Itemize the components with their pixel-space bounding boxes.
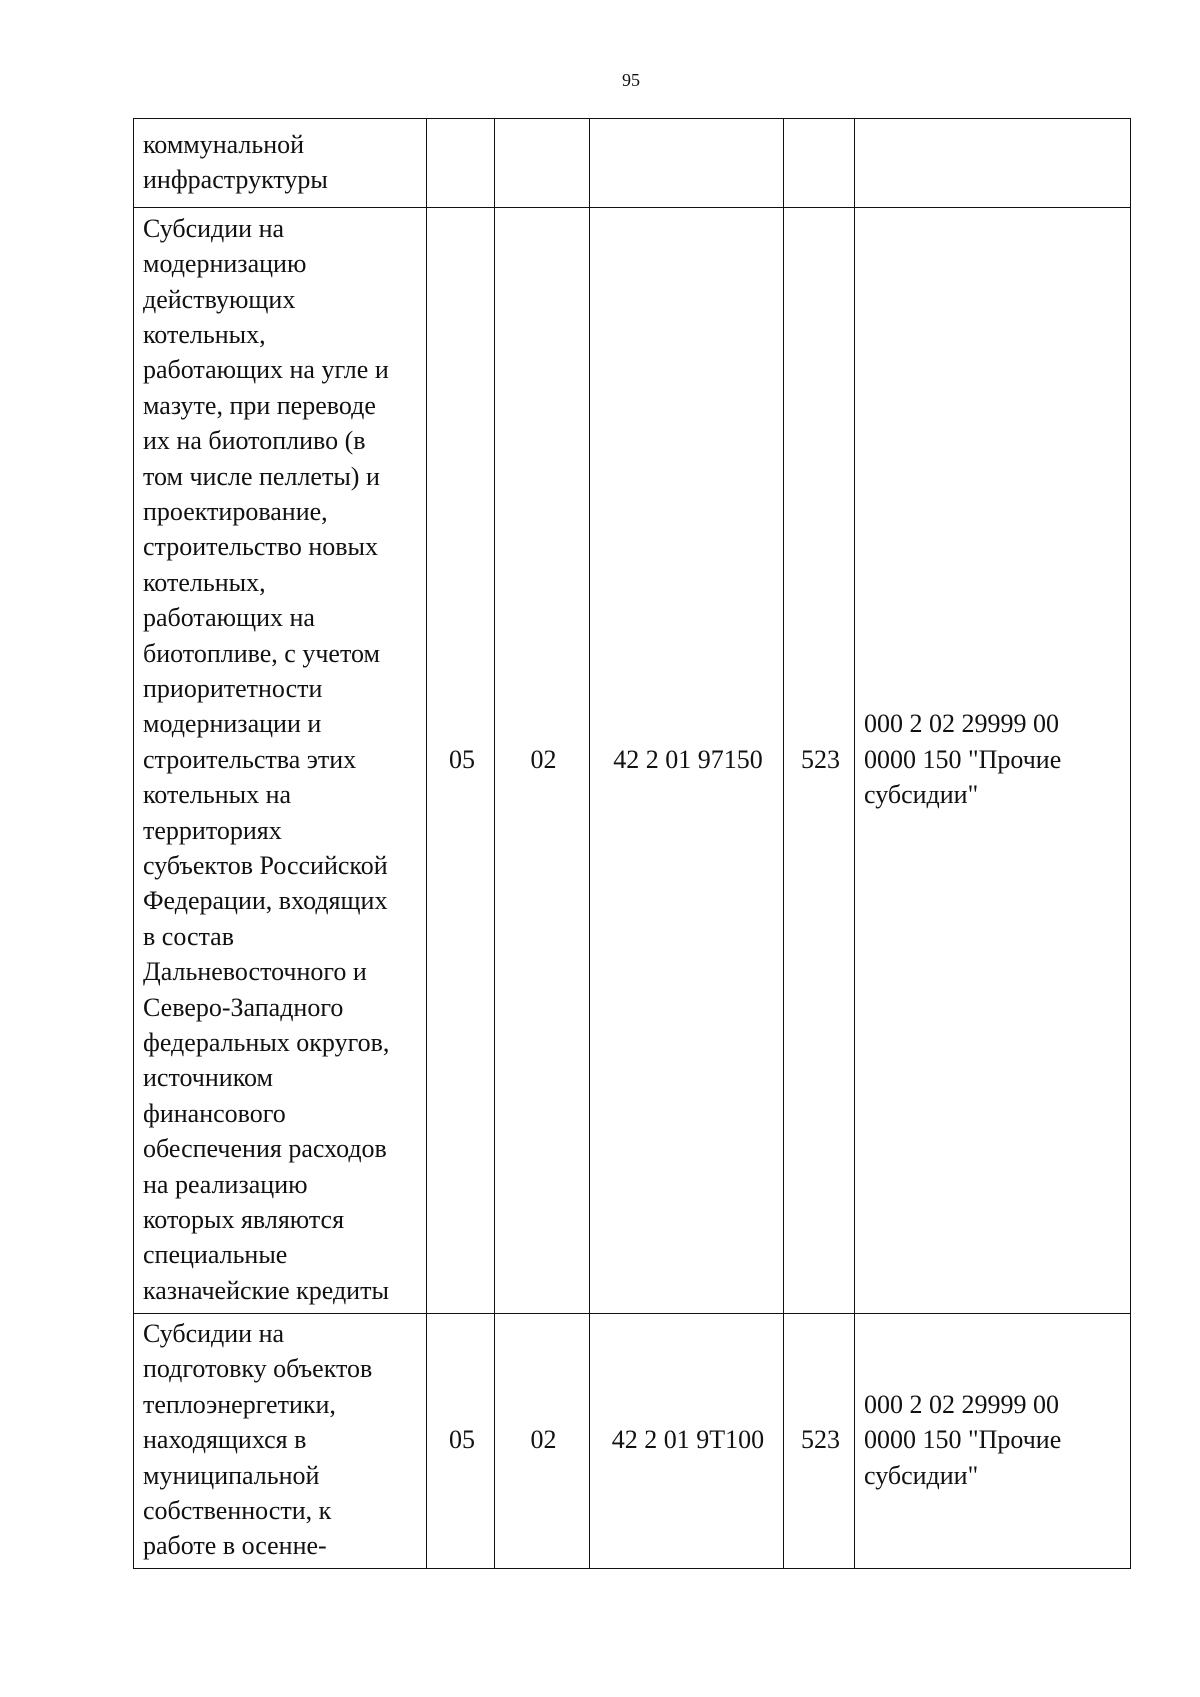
expense-type-cell — [784, 119, 855, 208]
table-row — [134, 208, 1131, 1314]
section-cell: 05 — [427, 208, 495, 1314]
expense-name-cell: Субсидии на модернизацию действующих котельных, работающих на угле и мазуте, при переводе их на биотопливо (в том числе пеллеты) и проектирование, строительство новых котельных, работающих на биотопливе, с учетом приоритетности модернизации и строительства этих котельных на территориях субъектов Российской Федерации, входящих в состав Дальневосточного и Северо-Западного федеральных округов, источником финансового обеспечения расходов на реализацию которых являются специальные казначейские кредиты — [134, 208, 427, 1314]
subsection-cell — [495, 119, 590, 208]
target-article-cell: 42 2 01 97150 — [590, 208, 784, 1314]
budget-table — [133, 118, 1131, 1569]
expense-type-cell: 523 — [784, 208, 855, 1314]
page-number: 95 — [622, 70, 640, 90]
income-code-cell: 000 2 02 29999 00 0000 150 "Прочие субсидии" — [855, 1314, 1131, 1569]
income-code-cell: 000 2 02 29999 00 0000 150 "Прочие субсидии" — [855, 208, 1131, 1314]
target-article-cell — [590, 119, 784, 208]
expense-name-cell: коммунальной инфраструктуры — [134, 119, 427, 208]
target-article-cell: 42 2 01 9Т100 — [590, 1314, 784, 1569]
subsection-cell: 02 — [495, 208, 590, 1314]
table-row — [134, 119, 1131, 208]
subsection-cell: 02 — [495, 1314, 590, 1569]
table-row — [134, 1314, 1131, 1569]
section-cell: 05 — [427, 1314, 495, 1569]
section-cell — [427, 119, 495, 208]
expense-name-cell: Субсидии на подготовку объектов теплоэнергетики, находящихся в муниципальной собственности, к работе в осенне- — [134, 1314, 427, 1569]
expense-type-cell: 523 — [784, 1314, 855, 1569]
income-code-cell — [855, 119, 1131, 208]
